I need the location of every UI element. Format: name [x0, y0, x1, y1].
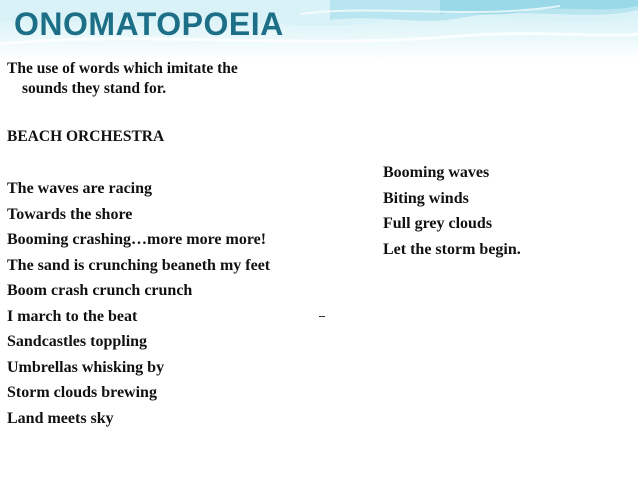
poem-line: Storm clouds brewing	[7, 384, 157, 401]
poem-title: BEACH ORCHESTRA	[7, 128, 165, 145]
poem-left-column	[7, 176, 337, 431]
poem-line: Biting winds	[383, 189, 469, 207]
slide-title: ONOMATOPOEIA	[14, 6, 284, 42]
poem-line: I march to the beat	[7, 307, 138, 325]
poem-line: The sand is crunching beaneth my feet	[7, 256, 271, 274]
definition-line-2: sounds they stand for.	[22, 80, 167, 97]
header-wave-band	[0, 0, 638, 60]
poem-line: Sandcastles toppling	[7, 333, 148, 350]
poem-line: Umbrellas whisking by	[7, 358, 165, 376]
poem-line: Booming crashing…more more more!	[7, 231, 267, 248]
poem-line: Land meets sky	[7, 409, 114, 427]
poem-line: Let the storm begin.	[383, 240, 521, 258]
poem-line: Boom crash crunch crunch	[7, 282, 193, 299]
stray-dash-mark	[319, 316, 325, 317]
poem-line: Towards the shore	[7, 205, 133, 223]
definition-line-1: The use of words which imitate the	[7, 60, 238, 77]
poem-line: Full grey clouds	[383, 215, 493, 232]
definition-text	[7, 59, 317, 99]
poem-line: Booming waves	[383, 164, 490, 181]
poem-line: The waves are racing	[7, 180, 153, 197]
poem-right-column	[383, 160, 623, 262]
